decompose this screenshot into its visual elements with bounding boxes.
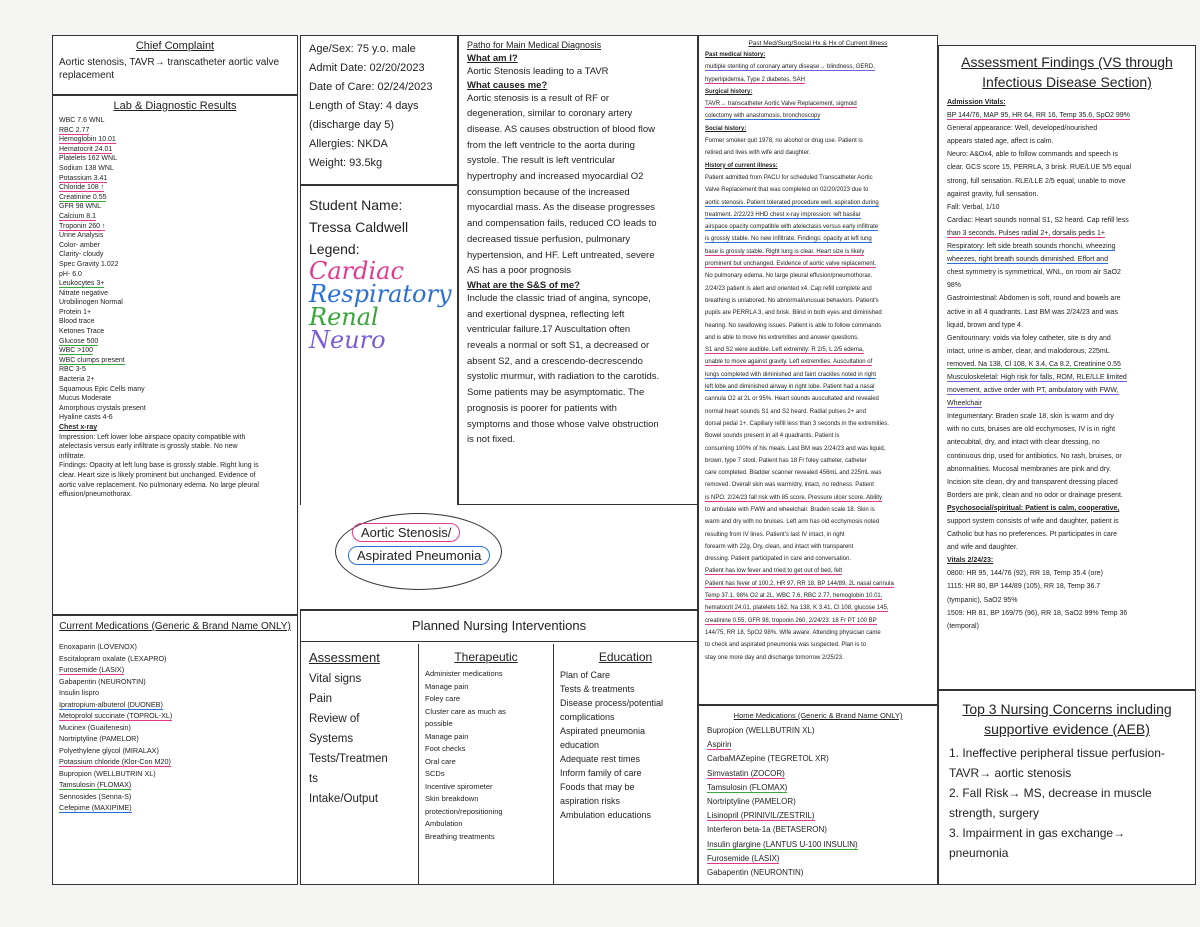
therapeutic-item: Ambulation [425, 819, 463, 828]
therapeutic-item: Foley care [425, 694, 461, 703]
lab-results-list [59, 116, 291, 500]
student-name-label: Student Name: [309, 197, 403, 213]
lab-result-line: infiltrate. [59, 452, 86, 460]
lab-result-line: Troponin 260 ↑ [59, 222, 106, 230]
assessment-finding-line: continuous drip, used for antibiotics. No rash, bruises, or [947, 452, 1122, 460]
assessment-finding-line: than 3 seconds. Pulses radial 2+, dorsalis pedis 1+ [947, 229, 1105, 237]
assessment-finding-line: appears stated age, affect is calm. [947, 138, 1054, 146]
home-med-item: Aspirin [707, 740, 732, 750]
assessment-findings-box [938, 45, 1196, 690]
history-line: prominent but unchanged. Evidence of aortic valve replacement. [705, 261, 877, 268]
assessment-item: Tests/Treatmen [309, 753, 388, 765]
current-med-item: Metoprolol succinate (TOPROL-XL) [59, 711, 173, 720]
education-heading: Education [598, 650, 653, 664]
history-line: Former smoker quit 1978, no alcohol or drug use. Patient is [705, 138, 863, 145]
patho-line: AS has a poor prognosis [467, 265, 572, 277]
lab-result-line: Amorphous crystals present [59, 404, 146, 412]
history-line: resulting from IV lines. Patient's last IV intact, in right [705, 531, 845, 538]
assessment-finding-line: 0800: HR 95, 144/76 (92), RR 18, Temp 35.4 (ore) [947, 570, 1103, 578]
assessment-finding-line: Genitourinary: voids via foley catheter, site is dry and [947, 334, 1111, 342]
history-line: Surgical history: [705, 88, 753, 95]
home-med-item: Insulin glargine (LANTUS U-100 INSULIN) [707, 839, 858, 849]
current-med-item: Mucinex (Guaifenesin) [59, 722, 131, 732]
therapeutic-item: possible [425, 719, 453, 728]
assessment-finding-line: removed. Na 138, Cl 108, K 3.4, Ca 8.2, Creatinine 0.55 [947, 360, 1121, 368]
assessment-finding-line: Cardiac: Heart sounds normal S1, S2 heard. Cap refill less [947, 216, 1129, 224]
patho-line: consumption because of the increased [467, 186, 630, 198]
lab-result-line: Impression: Left lower lobe airspace opacity compatible with [59, 433, 246, 441]
lab-result-line: RBC 3-5 [59, 366, 86, 374]
lab-result-line: Hemoglobin 10.01 [59, 136, 116, 144]
current-med-item: Sennosides (Senna-S) [59, 791, 132, 801]
patho-line: is not fixed. [467, 434, 516, 446]
patho-line: decreased tissue perfusion, pulmonary [467, 233, 631, 245]
demographic-line: Age/Sex: 75 y.o. male [309, 43, 416, 55]
education-item: Ambulation educations [560, 810, 652, 820]
assessment-finding-line: liquid, brown and type 4. [947, 321, 1023, 329]
patho-line: systolic murmur, with radiation to the carotids. [467, 371, 660, 383]
patho-line: degeneration, similar to coronary artery [467, 108, 633, 120]
history-line: forearm with 22g. Dry, clean, and intact with transparent [705, 543, 854, 550]
student-name: Tressa Caldwell [309, 219, 409, 235]
history-list [705, 49, 931, 664]
assessment-findings-heading: Assessment Findings (VS through Infectious Disease Section) [961, 54, 1173, 90]
patho-line: and compensation fails, reduced CO leads to [467, 218, 657, 230]
legend-item-neuro: Neuro [309, 326, 386, 354]
home-med-item: Gabapentin (NEURONTIN) [707, 868, 804, 878]
demographic-line: (discharge day 5) [309, 119, 394, 131]
patho-question-3: What are the S&S of me? [467, 279, 580, 291]
patho-line: systole. The result is left ventricular [467, 155, 616, 167]
current-med-item: Polyethylene glycol (MIRALAX) [59, 745, 159, 755]
current-meds-list [59, 641, 291, 814]
assessment-finding-line: clear. GCS score 15, PERRLA, 3 brisk. RUE/LUE 5/5 equal [947, 164, 1132, 172]
current-med-item: Nortriptyline (PAMELOR) [59, 734, 139, 743]
assessment-finding-line: 1115: HR 80, BP 144/89 (105), RR 18, Temp 36.7 [947, 583, 1101, 591]
history-line: multiple stenting of coronary artery disease→ blindness, GERD, [705, 64, 875, 71]
assessment-column [301, 644, 419, 884]
assessment-finding-line: 1509: HR 81, BP 169/75 (96), RR 18, SaO2 99% Temp 36 [947, 609, 1128, 617]
patho-line: myocardial mass. As the disease progresses [467, 202, 655, 214]
assessment-item: Pain [309, 693, 333, 705]
assessment-item: Intake/Output [309, 793, 379, 805]
current-med-item: Escitalopram oxalate (LEXAPRO) [59, 653, 167, 663]
education-item: complications [560, 712, 615, 722]
home-meds-list [707, 724, 929, 880]
nursing-concerns-box [938, 690, 1196, 885]
history-line: TAVR→ transcatheter Aortic Valve Replacement, sigmoid [705, 101, 857, 108]
patho-line: disease. AS causes obstruction of blood flow [467, 123, 656, 135]
history-line: Patient admitted from PACU for scheduled Transcatheter Aortic [705, 174, 873, 181]
education-item: Plan of Care [560, 670, 611, 680]
home-med-item: Lisinopril (PRINIVIL/ZESTRIL) [707, 811, 815, 821]
patho-line: and exertional dyspnea, reflecting left [467, 308, 625, 320]
home-med-item: Simvastatin (ZOCOR) [707, 768, 785, 778]
assessment-finding-line: wheezes, right breath sounds diminished. Effort and [947, 256, 1108, 264]
lab-result-line: Chest x-ray [59, 424, 98, 431]
lab-result-line: Clarity- cloudy [59, 251, 104, 259]
lab-result-line: Nitrate negative [59, 289, 109, 297]
assessment-item: ts [309, 773, 318, 785]
legend-label: Legend: [309, 241, 360, 257]
assessment-finding-line: BP 144/76, MAP 95, HR 64, RR 16, Temp 35.6, SpO2 99% [947, 112, 1130, 120]
lab-result-line: Sodium 138 WNL [59, 164, 114, 172]
patho-answer-3 [467, 291, 689, 448]
history-line: care completed. Bladder scanner revealed 456mL and 225mL was [705, 470, 882, 477]
lab-result-line: WBC 7.6 WNL [59, 117, 105, 124]
current-med-item: Bupropion (WELLBUTRIN XL) [59, 768, 156, 778]
assessment-finding-line: and wife and daughter. [947, 544, 1018, 552]
lab-result-line: Creatinine 0.55 [59, 193, 107, 201]
history-line: Bowel sounds present in all 4 quadrants. Patient is [705, 433, 840, 440]
patho-line: Some patients may be asymptomatic. The [467, 387, 645, 399]
history-line: No pulmonary edema. No large pleural effusion/pneumothorax. [705, 273, 873, 280]
history-line: left lobe and diminished airway in right lobe. Patient had a nasal [705, 384, 875, 391]
lab-result-line: Mucus Moderate [59, 395, 112, 403]
patho-line: hypertrophy and increased myocardial O2 [467, 171, 644, 183]
patho-line: Aortic stenosis is a result of RF or [467, 92, 610, 104]
demographic-line: Weight: 93.5kg [309, 157, 383, 169]
current-meds-box [52, 615, 298, 885]
therapeutic-item: Skin breakdown [425, 794, 479, 803]
current-med-item: Insulin lispro [59, 688, 99, 697]
demographic-line: Length of Stay: 4 days [309, 100, 419, 112]
education-item: education [560, 740, 600, 750]
lab-result-line: Bacteria 2+ [59, 376, 95, 384]
therapeutic-heading: Therapeutic [454, 650, 518, 664]
assessment-finding-line: (temporal) [947, 622, 979, 630]
assessment-finding-line: intact, urine is amber, clear, and malodorous, 225mL [947, 347, 1110, 355]
lab-result-line: atelectasis versus early infiltrate is grossly stable. No new [59, 443, 238, 451]
history-line: pupils are PERRLA 3, and brisk. Blind in both eyes and diminished [705, 310, 882, 317]
secondary-diagnosis: Aspirated Pneumonia [348, 546, 490, 565]
assessment-finding-line: chest symmetry is symmetrical, WNL, on room air SaO2 [947, 269, 1121, 277]
lab-result-line: clear. Heart size is likely prominent but unchanged. Evidence of [59, 471, 256, 479]
history-line: unable to move against gravity. Left extremities. Auscultation of [705, 359, 873, 366]
history-line: Past medical history: [705, 52, 766, 58]
patho-line: absent S2, and a crescendo-decrescendo [467, 355, 643, 367]
patho-answer-1: Aortic Stenosis leading to a TAVR [467, 66, 609, 77]
nursing-concerns-list [949, 743, 1185, 863]
therapeutic-item: Cluster care as much as [425, 706, 506, 716]
history-line: 2/24/23 patient is alert and oriented x4. Cap refill complete and [705, 285, 872, 292]
lab-result-line: Protein 1+ [59, 308, 92, 316]
history-line: Patient has low fever and tried to get out of bed, felt [705, 568, 843, 575]
assessment-list [309, 669, 410, 809]
assessment-finding-line: Integumentary: Braden scale 18, skin is warm and dry [947, 413, 1114, 421]
history-line: 144/75, RR 18, SpO2 98%. Wife aware. Attending physician came [705, 629, 881, 636]
lab-result-line: Urobilinogen Normal [59, 299, 123, 307]
lab-result-line: Squamous Epic Cells many [59, 385, 145, 393]
current-med-item: Enoxaparin (LOVENOX) [59, 642, 137, 651]
history-line: dorsal pedal 1+. Capillary refill less than 3 seconds in the extremities. [705, 420, 889, 427]
patho-heading: Patho for Main Medical Diagnosis [467, 40, 602, 50]
assessment-finding-line: movement, active order with PT, ambulatory with FWW, [947, 387, 1119, 395]
assessment-finding-line: Catholic but has no preferences. Pt participates in care [947, 531, 1118, 539]
history-line: breathing is unlabored. No abnormal/unusual behaviors. Patient's [705, 297, 879, 304]
education-item: Inform family of care [560, 768, 642, 778]
assessment-finding-line: Respiratory: left side breath sounds rhonchi, wheezing [947, 243, 1116, 251]
diagnosis-area [300, 505, 698, 610]
therapeutic-item: Oral care [425, 756, 456, 766]
history-line: consuming 100% of his meals. Last BM was 2/24/23 and was liquid, [705, 445, 886, 452]
lab-result-line: GFR 98 WNL [59, 203, 102, 211]
chief-complaint-heading: Chief Complaint [135, 40, 215, 52]
lab-result-line: WBC clumps present [59, 356, 125, 364]
lab-result-line: Spec Gravity 1.022 [59, 260, 119, 268]
history-line: Temp 37.1, 98% O2 at 2L, WBC 7.6, RBC 2.77, hemoglobin 10.01, [705, 593, 883, 600]
assessment-finding-line: with no cuts, bruises are old ecchymoses, IV is in right [947, 426, 1116, 434]
nursing-concern-item: 3. Impairment in gas exchange→ pneumonia [949, 826, 1126, 860]
demographics-box [300, 35, 458, 185]
home-med-item: CarbaMAZepine (TEGRETOL XR) [707, 754, 829, 764]
assessment-heading: Assessment [309, 650, 380, 665]
patho-line: ventricular failure.17 Auscultation often [467, 324, 631, 336]
therapeutic-item: Administer medications [425, 669, 503, 678]
lab-result-line: aortic valve replacement. No pulmonary edema. No large pleural [59, 481, 259, 489]
home-med-item: Bupropion (WELLBUTRIN XL) [707, 726, 815, 735]
therapeutic-item: Manage pain [425, 731, 469, 741]
lab-result-line: Ketones Trace [59, 328, 105, 336]
education-column [554, 644, 697, 884]
history-line: aortic stenosis. Patient tolerated procedure well, aspiration during [705, 199, 879, 206]
history-line: S1 and S2 were audible. Left extremity: R 2/5, L 2/5 edema, [705, 347, 864, 354]
assessment-finding-line: Neuro: A&Ox4, able to follow commands and speech is [947, 151, 1118, 159]
assessment-finding-line: against gravity, full sensation. [947, 190, 1039, 198]
lab-result-line: Color- amber [59, 241, 100, 249]
interventions-title: Planned Nursing Interventions [301, 611, 697, 642]
therapeutic-column [419, 644, 554, 884]
lab-result-line: Findings: Opacity at left lung base is grossly stable. Right lung is [59, 462, 259, 470]
assessment-finding-line: Borders are pink, clean and no odor or drainage present. [947, 491, 1123, 499]
lab-result-line: Hematocrit 24.01 [59, 145, 113, 153]
patho-line: symptoms and those whose valve obstruction [467, 418, 659, 430]
patho-line: prognosis is poorer for patients with [467, 402, 617, 414]
assessment-item: Vital signs [309, 673, 362, 685]
assessment-finding-line: Vitals 2/24/23: [947, 557, 994, 565]
history-line: Valve Replacement that was completed on 02/20/2023 due to [705, 187, 869, 194]
patho-line: reveals a normal or soft S1, a decreased or [467, 340, 650, 352]
current-med-item: Cefepime (MAXIPIME) [59, 803, 132, 812]
assessment-finding-line: Admission Vitals: [947, 99, 1006, 106]
history-line: and is able to move his extremities and answer questions. [705, 334, 859, 341]
history-line: Patient has fever of 100.2, HR 97, RR 18, BP 144/89, 2L nasal cannula [705, 580, 894, 587]
current-med-item: Potassium chloride (Klor-Con M20) [59, 757, 171, 766]
history-line: lungs completed with diminished and faint crackles noted in right [705, 371, 877, 378]
chief-complaint-box [52, 35, 298, 95]
therapeutic-item: Incentive spirometer [425, 781, 493, 791]
history-box [698, 35, 938, 705]
legend-item-respiratory: Respiratory [309, 280, 452, 308]
history-line: History of current illness: [705, 162, 778, 169]
lab-result-line: Urine Analysis [59, 232, 104, 240]
education-item: aspiration risks [560, 796, 621, 806]
patho-line: hypertension, and HF. Left untreated, severe [467, 249, 655, 261]
lab-result-line: WBC >100 [59, 347, 94, 355]
history-line: is NPO. 2/24/23 fall risk with 85 score. Pressure ulcer score. Ability [705, 494, 883, 501]
history-line: dressing. Patient participated in care and conversation. [705, 556, 852, 563]
nursing-concern-item: 1. Ineffective peripheral tissue perfusion- TAVR→ aortic stenosis [949, 746, 1165, 780]
history-line: to ambulate with FWW and wheelchair. Braden scale 18. Skin is [705, 506, 875, 513]
history-line: Social history: [705, 125, 747, 132]
patho-box [458, 35, 698, 505]
patho-line: Include the classic triad of angina, syncope, [467, 292, 651, 304]
history-line: stay one more day and discharge tomorrow 2/25/23. [705, 654, 844, 661]
lab-result-line: Leukocytes 3+ [59, 280, 105, 288]
demographics-list [309, 40, 449, 173]
patho-question-2: What causes me? [467, 79, 548, 91]
lab-result-line: Blood trace [59, 318, 95, 326]
lab-result-line: effusion/pneumothorax. [59, 491, 133, 499]
history-line: removed. Overall skin was warm/dry, intact, no redness. Patient [705, 482, 874, 489]
patho-question-1: What am I? [467, 53, 518, 64]
assessment-finding-line: 98% [947, 282, 962, 290]
history-line: colectomy with anastomosis, bronchoscopy [705, 113, 821, 120]
education-item: Disease process/potential [560, 698, 664, 708]
lab-results-heading: Lab & Diagnostic Results [113, 100, 237, 112]
legend-item-renal: Renal [309, 303, 379, 331]
demographic-line: Admit Date: 02/20/2023 [309, 62, 425, 74]
therapeutic-item: Breathing treatments [425, 831, 495, 841]
assessment-finding-line: antecubital, dry, and intact with clear dressing, no [947, 439, 1100, 447]
history-line: brown, type 7 stool. Patient has 18 Fr foley catheter, catheter [705, 457, 867, 464]
lab-result-line: pH- 6.0 [59, 270, 82, 278]
home-med-item: Tamsulosin (FLOMAX) [707, 782, 788, 792]
home-med-item: Nortriptyline (PAMELOR) [707, 797, 796, 807]
patho-answer-2 [467, 91, 689, 279]
chief-complaint-text: Aortic stenosis, TAVR→ transcatheter aortic valve replacement [59, 57, 280, 81]
home-med-item: Interferon beta-1a (BETASERON) [707, 825, 827, 835]
history-line: retired and lives with wife and daughter. [705, 150, 811, 157]
history-line: treatment. 2/22/23 HHD chest x-ray impression: left basilar [705, 211, 861, 218]
legend-item-cardiac: Cardiac [309, 257, 404, 285]
lab-result-line: Glucose 500 [59, 337, 99, 345]
current-med-item: Gabapentin (NEURONTIN) [59, 676, 146, 686]
lab-result-line: Hyaline casts 4-6 [59, 414, 113, 422]
history-line: hearing. No swallowing issues. Patient is able to follow commands [705, 322, 882, 329]
patho-line: from the left ventricle to the aorta during [467, 139, 635, 151]
assessment-finding-line: Musculoskeletal: High risk for falls, ROM, RLE/LLE limited [947, 373, 1127, 381]
home-meds-box [698, 705, 938, 885]
assessment-finding-line: General appearance: Well, developed/nourished [947, 125, 1098, 133]
education-item: Aspirated pneumonia [560, 726, 646, 736]
demographic-line: Date of Care: 02/24/2023 [309, 81, 433, 93]
history-line: normal heart sounds S1 and S2 heard. Radial pulses 2+ and [705, 408, 866, 415]
history-line: to check and aspirated pneumonia was suspected. Plan is to [705, 642, 867, 649]
current-meds-heading: Current Medications (Generic & Brand Name ONLY) [59, 621, 291, 632]
therapeutic-item: Manage pain [425, 681, 469, 691]
assessment-item: Review of [309, 713, 360, 725]
assessment-finding-line: abnormalities. Mucosal membranes are pink and dry. [947, 465, 1112, 473]
lab-result-line: Chloride 108 ↑ [59, 184, 105, 192]
lab-result-line: Calcium 8.1 [59, 212, 96, 220]
primary-diagnosis: Aortic Stenosis/ [352, 523, 460, 542]
nursing-concern-item: 2. Fall Risk→ MS, decrease in muscle strength, surgery [949, 786, 1152, 820]
education-item: Adequate rest times [560, 754, 641, 764]
assessment-finding-line: (tympanic), SaO2 95% [947, 596, 1018, 604]
education-item: Foods that may be [560, 782, 635, 792]
history-line: base is grossly stable. Right lung is clear. Heart size is likely [705, 248, 865, 255]
education-item: Tests & treatments [560, 684, 635, 694]
assessment-finding-line: Gastrointestinal: Abdomen is soft, round and bowels are [947, 295, 1121, 303]
lab-result-line: Platelets 162 WNL [59, 155, 117, 163]
lab-result-line: RBC 2.77 [59, 126, 90, 134]
history-line: hyperlipidemia, Type 2 diabetes, SAH [705, 76, 805, 83]
history-line: airspace opacity compatible with atelectasis versus early infiltrate [705, 224, 879, 231]
nursing-concerns-heading: Top 3 Nursing Concerns including supportive evidence (AEB) [962, 701, 1172, 737]
therapeutic-list [425, 668, 547, 843]
assessment-finding-line: Incision site clean, dry and transparent dressing placed [947, 478, 1118, 486]
lab-results-box [52, 95, 298, 615]
assessment-finding-line: strong, full sensation. RLE/LLE 2/5 equal, unable to move [947, 177, 1126, 185]
therapeutic-item: SCDs [425, 769, 445, 778]
legend-list [309, 257, 452, 354]
current-med-item: Furosemide (LASIX) [59, 665, 125, 674]
therapeutic-item: Foot checks [425, 744, 466, 753]
assessment-item: Systems [309, 733, 354, 745]
home-meds-heading: Home Medications (Generic & Brand Name ONLY) [733, 711, 903, 720]
assessment-finding-line: Psychosocial/spiritual: Patient is calm, cooperative, [947, 504, 1120, 512]
history-line: warm and dry with no bruises. Left arm has old ecchymosis noted [705, 519, 880, 526]
assessment-finding-line: Wheelchair [947, 400, 983, 408]
interventions-box [300, 610, 698, 885]
education-list [560, 668, 691, 822]
lab-result-line: Potassium 3.41 [59, 174, 108, 182]
current-med-item: Tamsulosin (FLOMAX) [59, 780, 132, 789]
assessment-finding-line: active in all 4 quadrants. Last BM was 2/24/23 and was [947, 308, 1118, 316]
current-med-item: Ipratropium-albuterol (DUONEB) [59, 699, 163, 709]
history-line: is grossly stable. No new infiltrate. Findings: opacity at left lung [705, 236, 872, 243]
assessment-finding-line: support system consists of wife and daughter, patient is [947, 518, 1119, 525]
assessment-findings-list [947, 96, 1187, 633]
therapeutic-item: protection/repositioning [425, 806, 503, 816]
demographic-line: Allergies: NKDA [309, 138, 388, 150]
history-line: creatinine 0.55, GFR 98, troponin 260, 2/24/23: 18 Fr PT 100 BP [705, 617, 877, 624]
home-med-item: Furosemide (LASIX) [707, 853, 780, 863]
assessment-finding-line: Fall: Verbal, 1/10 [947, 203, 1000, 211]
history-line: hematocrit 24.01, platelets 162, Na 138, K 3.41, Cl 108, glucose 145, [705, 605, 889, 612]
history-heading: Past Med/Surg/Social Hx & Hx of Current Illness [748, 40, 888, 47]
history-line: cannula O2 at 2L or 95%. Heart sounds auscultated and revealed [705, 396, 879, 403]
